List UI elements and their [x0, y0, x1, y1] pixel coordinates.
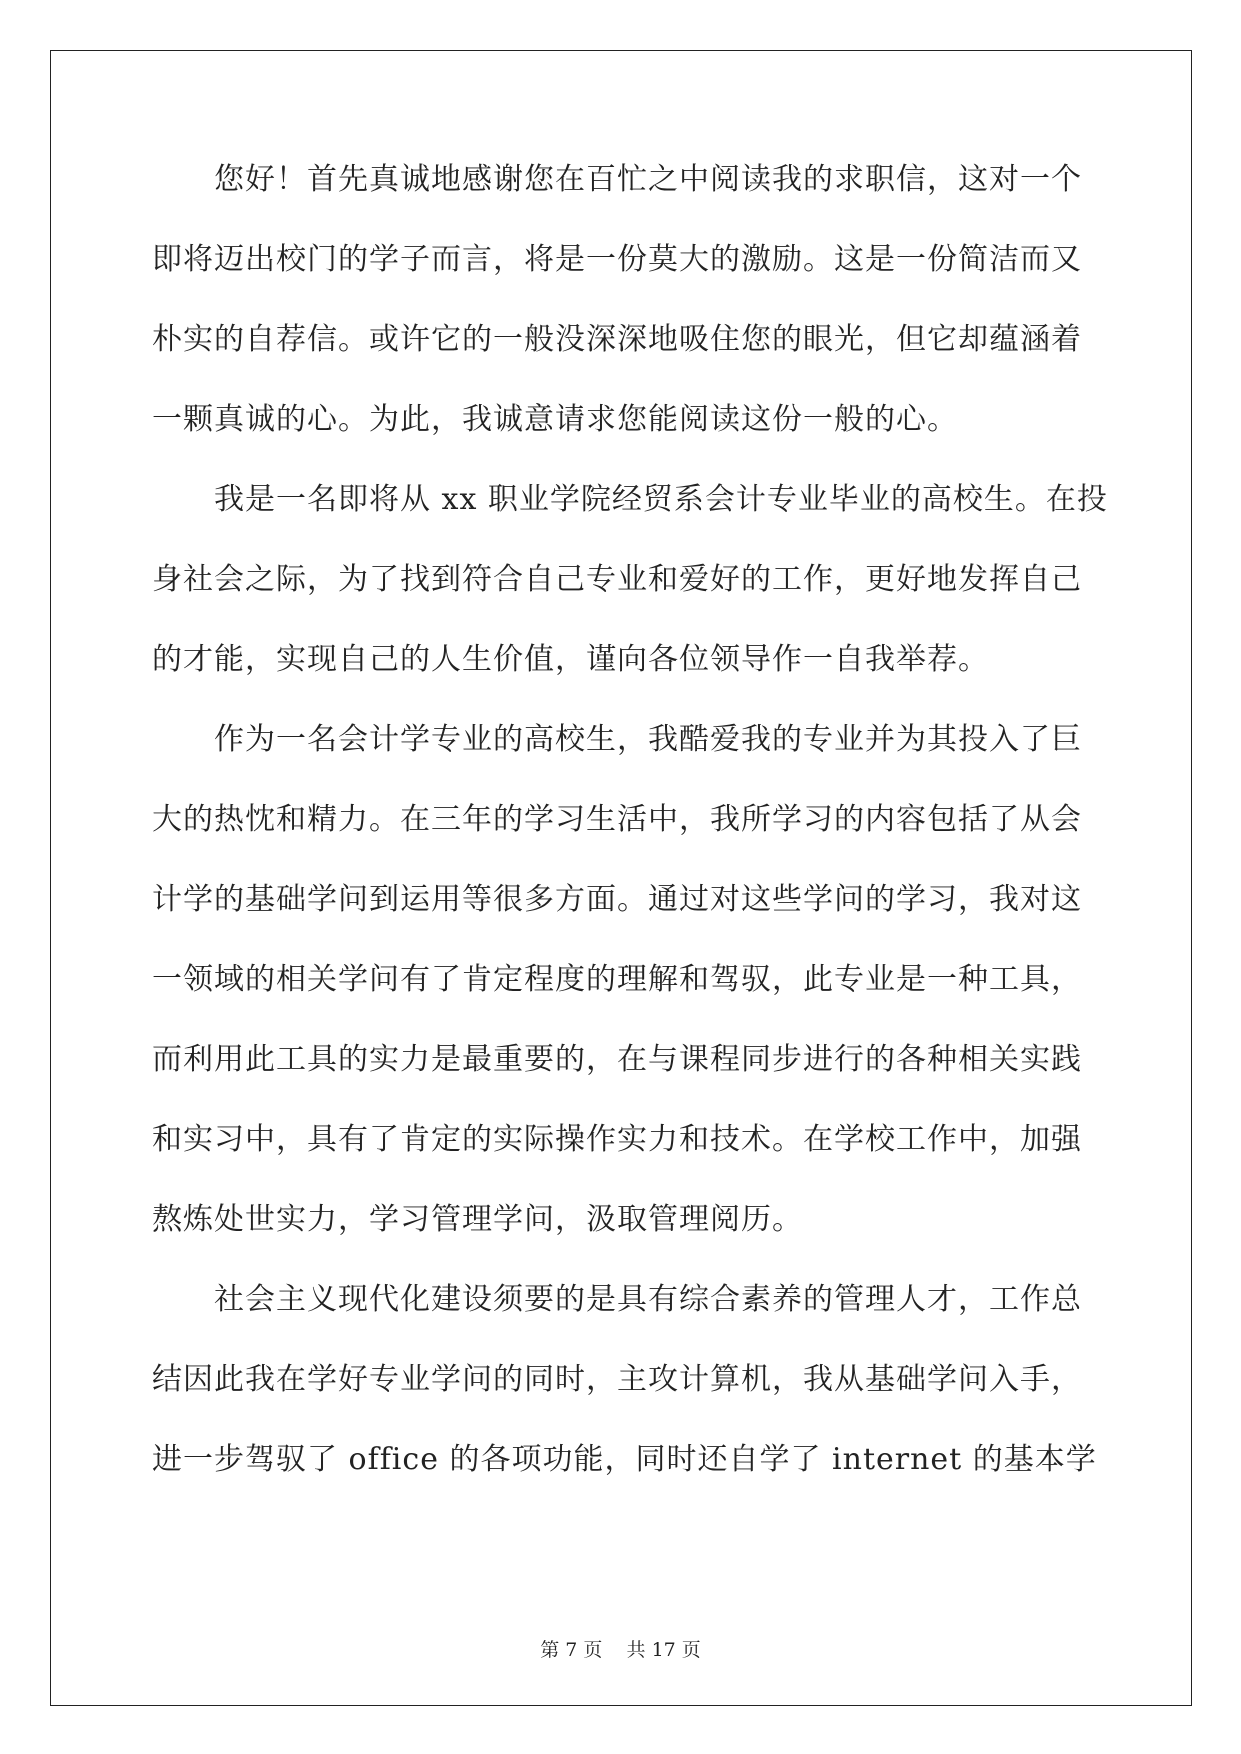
text-line: 进一步驾驭了 office 的各项功能，同时还自学了 internet 的基本学 [152, 1442, 1097, 1477]
text-line: 大的热忱和精力。在三年的学习生活中，我所学习的内容包括了从会 [152, 802, 1082, 837]
text-line: 一领域的相关学问有了肯定程度的理解和驾驭，此专业是一种工具， [152, 962, 1082, 997]
page-number: 第 7 页 [540, 1639, 603, 1661]
text-line: 熬炼处世实力，学习管理学问，汲取管理阅历。 [152, 1202, 803, 1237]
text-line: 我是一名即将从 xx 职业学院经贸系会计专业毕业的高校生。在投 [214, 482, 1108, 517]
text-line: 而利用此工具的实力是最重要的，在与课程同步进行的各种相关实践 [152, 1042, 1082, 1077]
text-line: 的才能，实现自己的人生价值，谨向各位领导作一自我举荐。 [152, 642, 989, 677]
text-line: 即将迈出校门的学子而言，将是一份莫大的激励。这是一份简洁而又 [152, 242, 1082, 277]
page-total: 共 17 页 [626, 1639, 701, 1661]
text-line: 朴实的自荐信。或许它的一般没深深地吸住您的眼光，但它却蕴涵着 [152, 322, 1082, 357]
page-footer [0, 1635, 1241, 1662]
document-body [152, 160, 1108, 1520]
text-line: 计学的基础学问到运用等很多方面。通过对这些学问的学习，我对这 [152, 882, 1082, 917]
text-line: 您好！首先真诚地感谢您在百忙之中阅读我的求职信，这对一个 [214, 162, 1082, 197]
text-line: 身社会之际，为了找到符合自己专业和爱好的工作，更好地发挥自己 [152, 562, 1082, 597]
text-line: 结因此我在学好专业学问的同时，主攻计算机，我从基础学问入手， [152, 1362, 1082, 1397]
text-line: 一颗真诚的心。为此，我诚意请求您能阅读这份一般的心。 [152, 402, 958, 437]
text-line: 和实习中，具有了肯定的实际操作实力和技术。在学校工作中，加强 [152, 1122, 1082, 1157]
text-line: 作为一名会计学专业的高校生，我酷爱我的专业并为其投入了巨 [214, 722, 1082, 757]
text-line: 社会主义现代化建设须要的是具有综合素养的管理人才，工作总 [214, 1282, 1082, 1317]
